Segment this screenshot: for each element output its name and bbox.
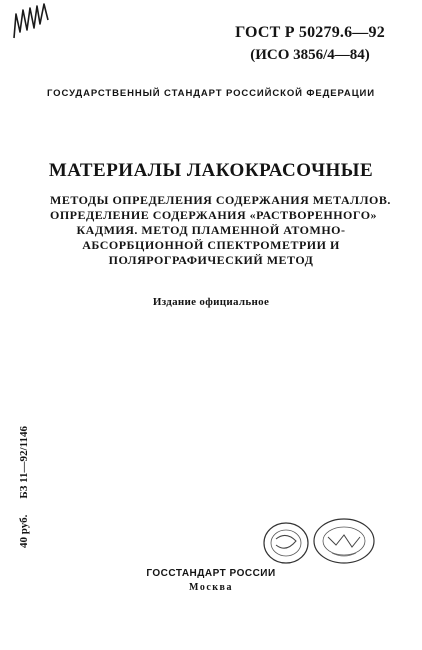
publisher-stamp-icon	[258, 513, 382, 573]
side-print-info	[18, 426, 30, 548]
subtitle-line: АБСОРБЦИОННОЙ СПЕКТРОМЕТРИИ И	[82, 238, 340, 252]
document-subtitle	[50, 193, 391, 268]
standard-designation	[222, 22, 398, 66]
gost-code: ГОСТ Р 50279.6—92	[235, 24, 385, 41]
publisher-name: ГОССТАНДАРТ РОССИИ	[146, 568, 276, 579]
state-standard-heading: ГОСУДАРСТВЕННЫЙ СТАНДАРТ РОССИЙСКОЙ ФЕДЕРАЦИИ	[47, 88, 375, 99]
subtitle-line: КАДМИЯ. МЕТОД ПЛАМЕННОЙ АТОМНО-	[76, 223, 346, 237]
subtitle-line: МЕТОДЫ ОПРЕДЕЛЕНИЯ СОДЕРЖАНИЯ МЕТАЛЛОВ.	[50, 193, 391, 207]
catalog-number: БЗ 11—92/1146	[18, 426, 30, 499]
subtitle-line: ПОЛЯРОГРАФИЧЕСКИЙ МЕТОД	[108, 253, 314, 267]
iso-code: (ИСО 3856/4—84)	[250, 47, 370, 63]
edition-label: Издание официальное	[152, 296, 270, 308]
handwritten-mark-icon	[10, 2, 52, 40]
price-label: 40 руб.	[18, 514, 30, 548]
publication-city: Москва	[189, 582, 233, 593]
subtitle-line: ОПРЕДЕЛЕНИЕ СОДЕРЖАНИЯ «РАСТВОРЕННОГО»	[50, 208, 378, 222]
document-title: МАТЕРИАЛЫ ЛАКОКРАСОЧНЫЕ	[48, 160, 374, 181]
